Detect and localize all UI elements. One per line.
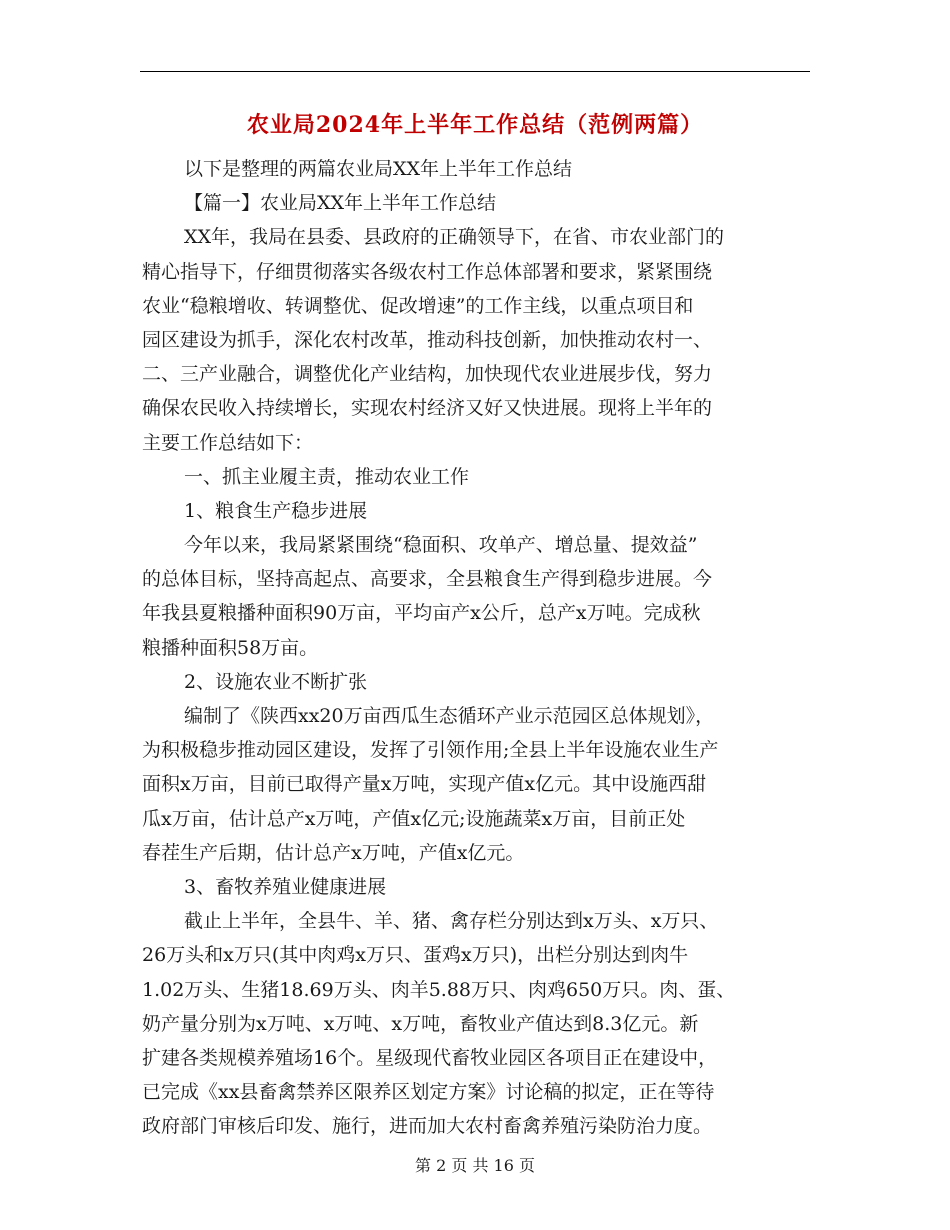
body-line: 扩建各类规模养殖场16个。星级现代畜牧业园区各项目正在建设中， [142, 1046, 718, 1069]
body-line: XX年，我局在县委、县政府的正确领导下，在省、市农业部门的 [184, 226, 725, 249]
page-footer: 第 2 页 共 16 页 [415, 1156, 535, 1175]
body-line: 编制了《陕西xx20万亩西瓜生态循环产业示范园区总体规划》， [184, 705, 715, 727]
document-body [142, 152, 806, 1143]
body-line: 截止上半年，全县牛、羊、猪、禽存栏分别达到x万头、x万只、 [184, 910, 719, 933]
body-line: 精心指导下，仔细贯彻落实各级农村工作总体部署和要求，紧紧围绕 [142, 260, 713, 283]
body-line: 以下是整理的两篇农业局XX年上半年工作总结 [184, 158, 573, 180]
body-line: 26万头和x万只(其中肉鸡x万只、蛋鸡x万只)，出栏分别达到肉牛 [142, 944, 689, 967]
body-line: 一、抓主业履主责，推动农业工作 [184, 465, 470, 488]
body-line: 园区建设为抓手，深化农村改革，推动科技创新，加快推动农村一、 [142, 328, 713, 351]
body-line: 1.02万头、生猪18.69万头、肉羊5.88万只、肉鸡650万只。肉、蛋、 [142, 978, 736, 1001]
body-line: 政府部门审核后印发、施行，进而加大农村畜禽养殖污染防治力度。 [142, 1115, 713, 1138]
body-line: 瓜x万亩，估计总产x万吨，产值x亿元;设施蔬菜x万亩，目前正处 [142, 807, 686, 830]
body-line: 面积x万亩，目前已取得产量x万吨，实现产值x亿元。其中设施西甜 [142, 773, 707, 796]
body-line: 确保农民收入持续增长，实现农村经济又好又快进展。现将上半年的 [142, 397, 713, 420]
body-line: 【篇一】农业局XX年上半年工作总结 [184, 192, 497, 215]
header-rule [140, 71, 810, 72]
document-title: 农业局2024年上半年工作总结（范例两篇） [246, 112, 704, 138]
body-line: 2、设施农业不断扩张 [184, 670, 368, 693]
body-line: 3、畜牧养殖业健康进展 [184, 875, 387, 898]
body-line: 春茬生产后期，估计总产x万吨，产值x亿元。 [142, 841, 525, 864]
body-line: 粮播种面积58万亩。 [142, 636, 319, 659]
body-line: 主要工作总结如下： [142, 431, 314, 454]
body-line: 农业“稳粮增收、转调整优、促改增速”的工作主线，以重点项目和 [142, 294, 694, 317]
body-line: 年我县夏粮播种面积90万亩，平均亩产x公斤，总产x万吨。完成秋 [142, 602, 701, 625]
body-line: 为积极稳步推动园区建设，发挥了引领作用;全县上半年设施农业生产 [142, 739, 719, 762]
body-line: 已完成《xx县畜禽禁养区限养区划定方案》讨论稿的拟定，正在等待 [142, 1081, 715, 1104]
body-line: 奶产量分别为x万吨、x万吨、x万吨，畜牧业产值达到8.3亿元。新 [142, 1012, 699, 1035]
body-line: 1、粮食生产稳步进展 [184, 499, 368, 522]
body-line: 二、三产业融合，调整优化产业结构，加快现代农业进展步伐，努力 [142, 363, 713, 386]
body-line: 的总体目标，坚持高起点、高要求，全县粮食生产得到稳步进展。今 [142, 568, 713, 591]
body-line: 今年以来，我局紧紧围绕“稳面积、攻单产、增总量、提效益” [184, 534, 698, 557]
